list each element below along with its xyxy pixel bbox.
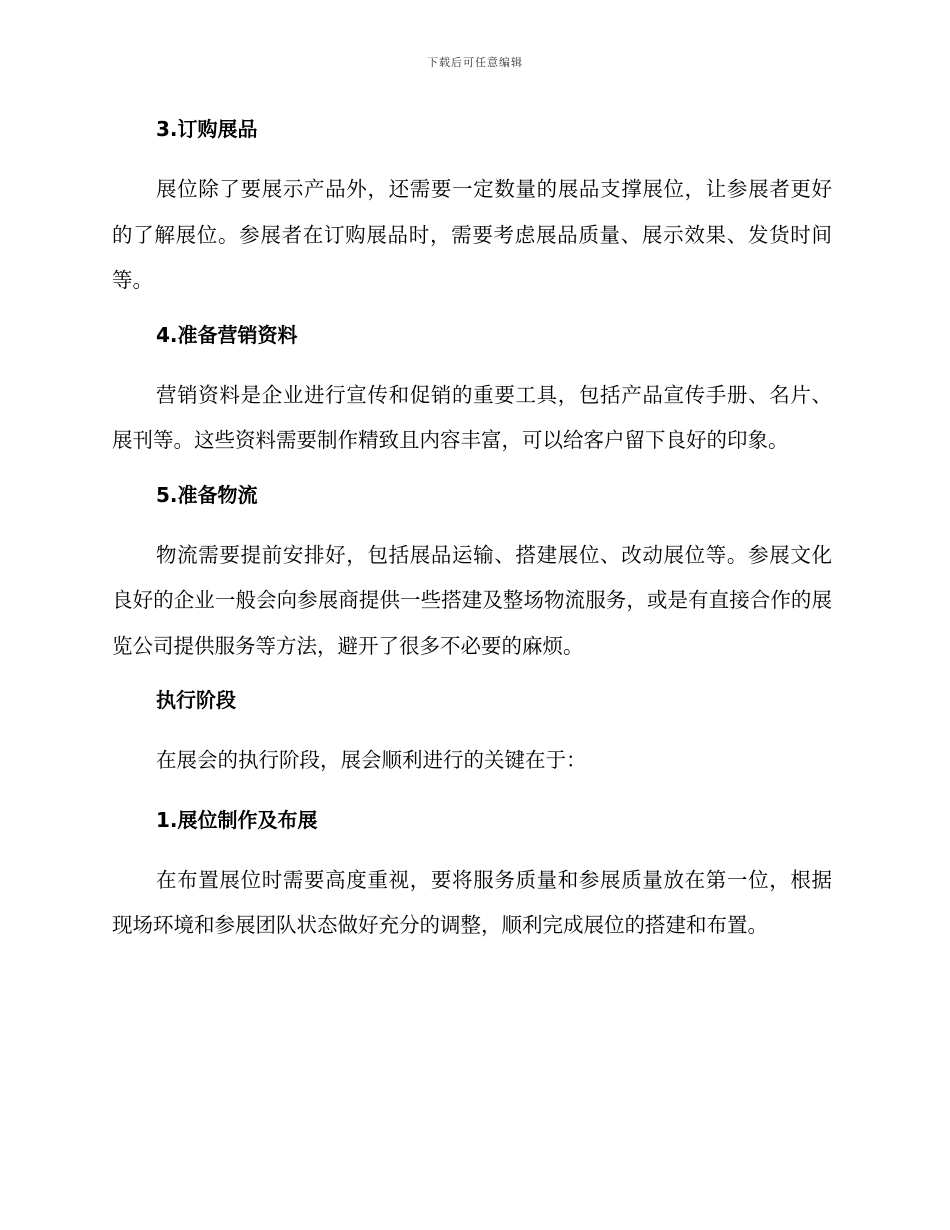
section-heading-booth-setup: 1.展位制作及布展 — [156, 807, 318, 832]
section-heading-logistics: 5.准备物流 — [156, 482, 258, 507]
paragraph-execution-stage: 在展会的执行阶段，展会顺利进行的关键在于： — [156, 748, 587, 772]
paragraph-booth-setup: 在布置展位时需要高度重视，要将服务质量和参展质量放在第一位，根据现场环境和参展团队状态做好充分的调整，顺利完成展位的搭建和布置。 — [112, 867, 832, 937]
document-body — [112, 110, 832, 961]
paragraph-logistics: 物流需要提前安排好，包括展品运输、搭建展位、改动展位等。参展文化良好的企业一般会向参展商提供一些搭建及整场物流服务，或是有直接合作的展览公司提供服务等方法，避开了很多不必要的麻烦。 — [112, 542, 832, 658]
paragraph-order-exhibits: 展位除了要展示产品外，还需要一定数量的展品支撑展位，让参展者更好的了解展位。参展者在订购展品时，需要考虑展品质量、展示效果、发货时间等。 — [112, 177, 832, 292]
section-heading-execution-stage: 执行阶段 — [156, 688, 236, 712]
section-heading-order-exhibits: 3.订购展品 — [156, 117, 258, 141]
section-heading-marketing-materials: 4.准备营销资料 — [156, 322, 298, 347]
header-note: 下载后可任意编辑 — [427, 56, 523, 69]
paragraph-marketing-materials: 营销资料是企业进行宣传和促销的重要工具，包括产品宣传手册、名片、展刊等。这些资料需要制作精致且内容丰富，可以给客户留下良好的印象。 — [112, 382, 832, 452]
